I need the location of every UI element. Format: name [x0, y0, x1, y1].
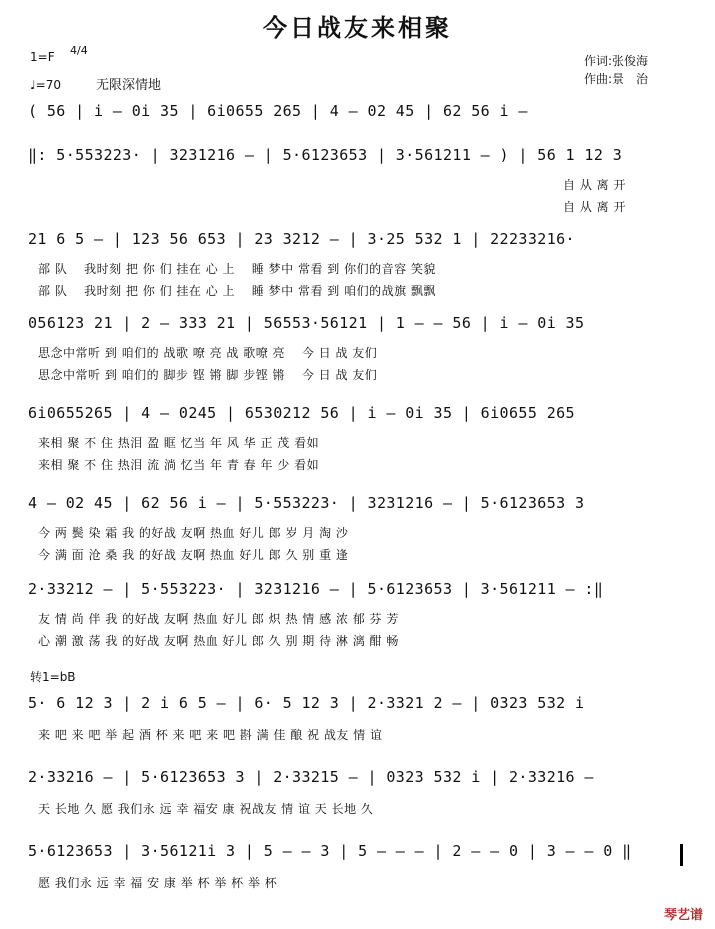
lyric-verse-2: 今 满 面 沧 桑 我 的好战 友啊 热血 好儿 郎 久 别 重 逢 [38, 548, 349, 562]
lyric-verse-1: 部 队 我时刻 把 你 们 挂在 心 上 睡 梦中 常看 到 你们的音容 笑貌 [38, 262, 436, 276]
lyric-verse-2: 部 队 我时刻 把 你 们 挂在 心 上 睡 梦中 常看 到 咱们的战旗 飘飘 [38, 284, 436, 298]
notation-line: ( 56 | i – 0i 35 | 6i0655 265 | 4 – 02 45 | 62 56 i – [28, 102, 528, 120]
lyric-verse-1: 今 两 鬓 染 霜 我 的好战 友啊 热血 好儿 郎 岁 月 淘 沙 [38, 526, 349, 540]
lyric-verse-1: 友 情 尚 伴 我 的好战 友啊 热血 好儿 郎 炽 热 情 感 浓 郁 芬 芳 [38, 612, 399, 626]
lyricist-credit: 作词:张俊海 [584, 54, 649, 68]
site-watermark-logo: 琴艺谱 [663, 908, 703, 923]
notation-line: ‖: 5·553223· | 3231216 – | 5·6123653 | 3·561211 – ) | 56 1 12 3 [28, 146, 623, 164]
notation-line: 5· 6 12 3 | 2 i 6 5 – | 6· 5 12 3 | 2·3321 2 – | 0323 532 i [28, 694, 585, 712]
key-signature: 1=F [30, 50, 55, 64]
final-barline [680, 844, 683, 866]
notation-line: 056123 21 | 2 – 333 21 | 56553·56121 | 1 – – 56 | i – 0i 35 [28, 314, 585, 332]
lyric-verse-1: 思念中常听 到 咱们的 战歌 嘹 亮 战 歌嘹 亮 今 日 战 友们 [38, 346, 378, 360]
modulation-marking: 转1=bB [30, 670, 76, 684]
expression-marking: 无限深情地 [96, 78, 162, 93]
notation-line: 6i0655265 | 4 – 0245 | 6530212 56 | i – 0i 35 | 6i0655 265 [28, 404, 575, 422]
lyric-verse-2: 自 从 离 开 [563, 200, 626, 214]
notation-line: 21 6 5 – | 123 56 653 | 23 3212 – | 3·25 532 1 | 22233216· [28, 230, 575, 248]
time-signature: 4/4 [70, 44, 88, 57]
lyric-verse-1: 来相 聚 不 住 热泪 盈 眶 忆当 年 风 华 正 茂 看如 [38, 436, 320, 450]
lyric-verse-1: 愿 我们永 远 幸 福 安 康 举 杯 举 杯 举 杯 [38, 876, 278, 890]
lyric-verse-2: 来相 聚 不 住 热泪 流 淌 忆当 年 青 春 年 少 看如 [38, 458, 320, 472]
notation-line: 5·6123653 | 3·56121i 3 | 5 – – 3 | 5 – – – | 2 – – 0 | 3 – – 0 ‖ [28, 842, 632, 860]
notation-line: 2·33212 – | 5·553223· | 3231216 – | 5·6123653 | 3·561211 – :‖ [28, 580, 604, 598]
lyric-verse-1: 天 长地 久 愿 我们永 远 幸 福安 康 祝战友 情 谊 天 长地 久 [38, 802, 374, 816]
lyric-verse-1: 自 从 离 开 [563, 178, 626, 192]
tempo-marking: ♩=70 [30, 78, 61, 92]
lyric-verse-1: 来 吧 来 吧 举 起 酒 杯 来 吧 来 吧 斟 满 佳 酿 祝 战友 情 谊 [38, 728, 383, 742]
lyric-verse-2: 思念中常听 到 咱们的 脚步 铿 锵 脚 步铿 锵 今 日 战 友们 [38, 368, 378, 382]
notation-line: 4 – 02 45 | 62 56 i – | 5·553223· | 3231216 – | 5·6123653 3 [28, 494, 585, 512]
lyric-verse-2: 心 潮 激 荡 我 的好战 友啊 热血 好儿 郎 久 别 期 待 淋 漓 酣 畅 [38, 634, 399, 648]
song-title: 今日战友来相聚 [263, 14, 452, 42]
composer-credit: 作曲:景 治 [584, 72, 649, 86]
notation-line: 2·33216 – | 5·6123653 3 | 2·33215 – | 0323 532 i | 2·33216 – [28, 768, 594, 786]
